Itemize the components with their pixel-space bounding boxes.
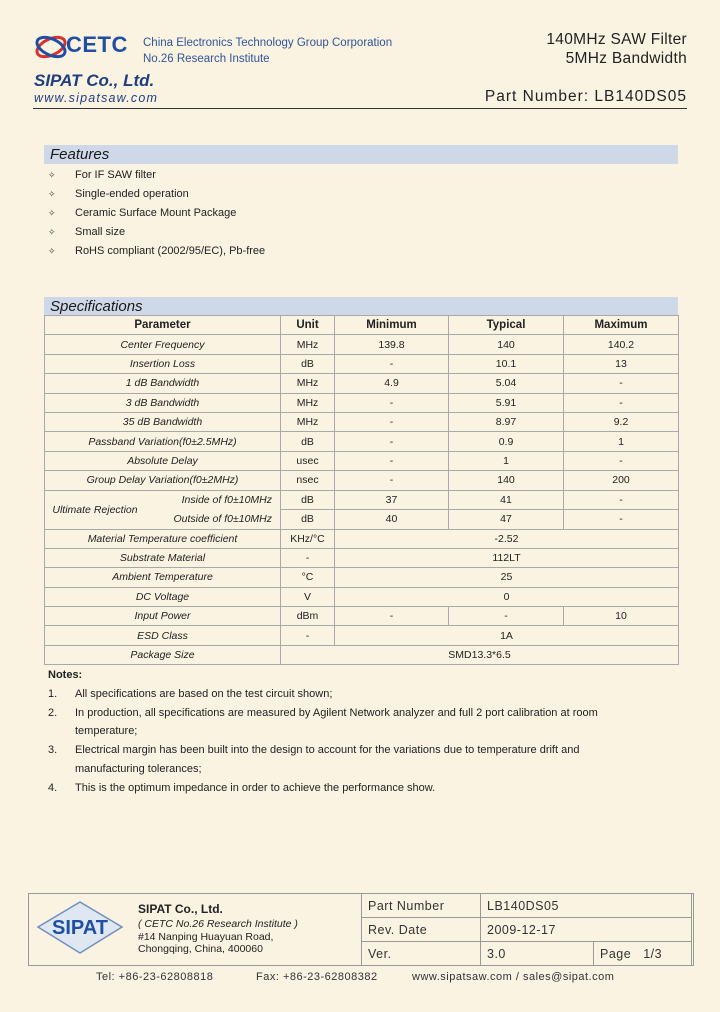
fax: Fax: +86-23-62808382 [256, 971, 378, 983]
feature-item: ✧ Ceramic Surface Mount Package [48, 204, 265, 223]
table-row: Input Power dBm - - 10 [45, 607, 679, 626]
header-typical: Typical [449, 316, 564, 335]
page-value: 1/3 [643, 946, 663, 961]
sipat-logo [36, 900, 124, 955]
corporation-name [143, 35, 392, 67]
table-row: DC Voltage V 0 [45, 587, 679, 606]
corp-line-1: China Electronics Technology Group Corporation [143, 37, 393, 49]
feature-item: ✧ RoHS compliant (2002/95/EC), Pb-free [48, 242, 265, 261]
web-email[interactable]: www.sipatsaw.com / sales@sipat.com [412, 971, 615, 983]
part-number-value: LB140DS05 [481, 894, 692, 918]
notes-section [48, 666, 648, 798]
company-name: SIPAT Co., Ltd. [34, 71, 155, 90]
table-header-row [45, 316, 679, 335]
features-list [48, 166, 265, 261]
table-row: ESD Class - 1A [45, 626, 679, 645]
header-maximum: Maximum [564, 316, 679, 335]
table-row: 35 dB Bandwidth MHz - 8.97 9.2 [45, 412, 679, 431]
features-bar [44, 145, 678, 164]
footer-address: ( CETC No.26 Research Institute ) #14 Nanping Huayuan Road, Chongqing, China, 400060 [138, 918, 298, 955]
table-row: Package Size SMD13.3*6.5 [45, 645, 679, 664]
diamond-bullet-icon: ✧ [48, 170, 56, 180]
header-minimum: Minimum [335, 316, 449, 335]
cetc-emblem-icon [34, 30, 68, 64]
header-parameter: Parameter [45, 316, 281, 335]
footer-company: SIPAT Co., Ltd. [138, 902, 223, 916]
title-line-2: 5MHz Bandwidth [565, 50, 687, 67]
table-row: Material Temperature coefficient KHz/°C -2.52 [45, 529, 679, 548]
features-title: Features [50, 146, 110, 163]
company-website[interactable]: www.sipatsaw.com [34, 91, 159, 105]
feature-item: ✧ Single-ended operation [48, 185, 265, 204]
ultimate-rejection-label: Ultimate Rejection [52, 503, 138, 516]
title-line-1: 140MHz SAW Filter [546, 31, 687, 48]
header-divider [33, 108, 687, 109]
specifications-title: Specifications [50, 298, 143, 315]
note-item: 1. All specifications are based on the test circuit shown; [48, 687, 333, 700]
table-row: 1 dB Bandwidth MHz 4.9 5.04 - [45, 374, 679, 393]
rev-date-value: 2009-12-17 [481, 918, 692, 942]
ver-label: Ver. [362, 942, 481, 966]
table-row: Insertion Loss dB - 10.1 13 [45, 354, 679, 373]
page-label: Page [600, 946, 632, 961]
table-row: Center Frequency MHz 139.8 140 140.2 [45, 335, 679, 354]
table-row: Ultimate Rejection Inside of f0±10MHz Outside of f0±10MHz dB 37 41 - [45, 490, 679, 510]
sipat-logo-text: SIPAT [52, 917, 108, 939]
note-item: 3. Electrical margin has been built into the design to account for the variations due to temperature drift and manufacturing tolerances; [48, 744, 580, 775]
feature-item: ✧ Small size [48, 223, 265, 242]
table-row: Group Delay Variation(f0±2MHz) nsec - 140 200 [45, 471, 679, 490]
feature-item: ✧ For IF SAW filter [48, 166, 265, 185]
tel: Tel: +86-23-62808818 [96, 971, 214, 983]
table-row: Substrate Material - 112LT [45, 548, 679, 567]
diamond-bullet-icon: ✧ [48, 227, 56, 237]
sipat-diamond-logo-icon [36, 900, 124, 955]
note-item: 4. This is the optimum impedance in order to achieve the performance show. [48, 781, 436, 794]
diamond-bullet-icon: ✧ [48, 246, 56, 256]
inside-label: Inside of f0±10MHz [181, 493, 272, 506]
document-info-table [361, 893, 692, 966]
corp-line-2: No.26 Research Institute [143, 53, 270, 65]
rev-date-label: Rev. Date [362, 918, 481, 942]
diamond-bullet-icon: ✧ [48, 189, 56, 199]
header-unit: Unit [281, 316, 335, 335]
product-title [546, 30, 687, 68]
ultimate-rejection-cell [45, 490, 281, 529]
ver-value: 3.0 [481, 942, 594, 966]
part-number-label: Part Number [362, 894, 481, 918]
table-row: Absolute Delay usec - 1 - [45, 451, 679, 470]
page-indicator [594, 942, 692, 966]
table-row: Ambient Temperature °C 25 [45, 568, 679, 587]
notes-heading: Notes: [48, 669, 83, 681]
table-row: 3 dB Bandwidth MHz - 5.91 - [45, 393, 679, 412]
diamond-bullet-icon: ✧ [48, 208, 56, 218]
part-number: Part Number: LB140DS05 [484, 88, 687, 105]
table-row: Passband Variation(f0±2.5MHz) dB - 0.9 1 [45, 432, 679, 451]
table-row: dB 40 47 - [45, 510, 679, 530]
note-item: 2. In production, all specifications are measured by Agilent Network analyzer and full 2 port calibration at room temperature; [48, 706, 598, 738]
outside-label: Outside of f0±10MHz [173, 512, 272, 525]
specifications-table [44, 315, 679, 665]
cetc-logo-text: CETC [66, 32, 128, 57]
